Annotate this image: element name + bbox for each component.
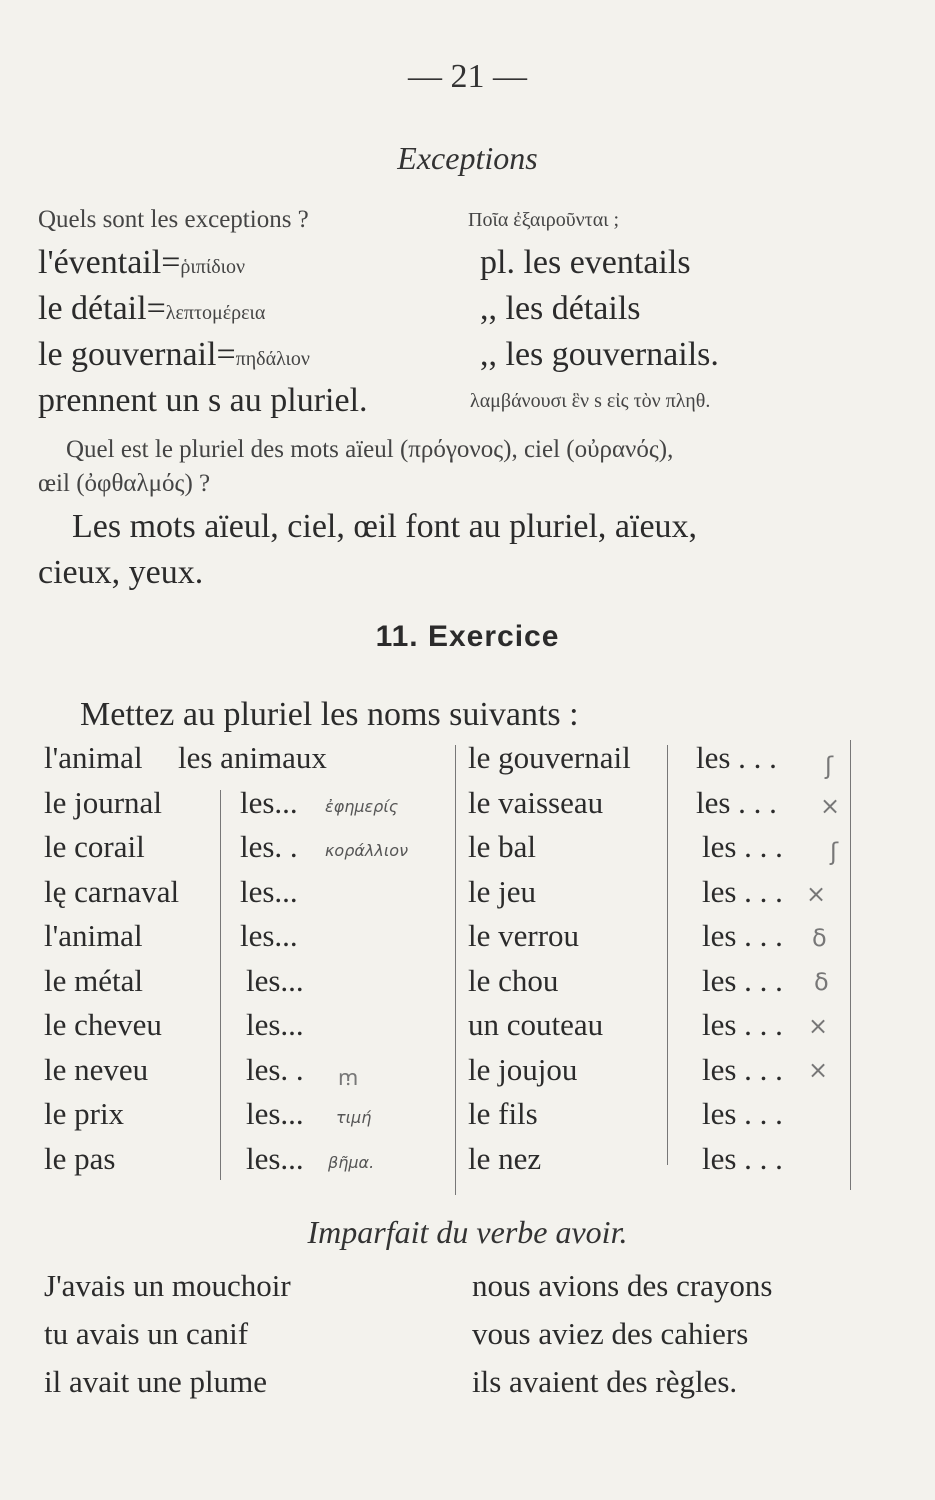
exercise-word: le pas xyxy=(44,1140,116,1176)
pencil-line xyxy=(850,740,851,1190)
exercise-plural-blank: les . . . xyxy=(702,1140,783,1176)
exercise-word: le corail xyxy=(44,829,145,864)
pencil-mark-icon: ʃ xyxy=(830,838,839,866)
exercise-word: le joujou xyxy=(468,1051,578,1087)
exercise-word: le jeu xyxy=(468,873,536,909)
exercise-plural-blank: les... xyxy=(240,784,298,820)
exception-word: l'éventail xyxy=(38,244,162,281)
pencil-mark-icon: ʃ xyxy=(825,752,834,780)
exercise-plural-blank: les... xyxy=(246,1096,304,1131)
handwritten-greek-note: βῆμα. xyxy=(328,1152,375,1172)
page-number: — 21 — xyxy=(408,58,527,95)
exercise-instruction: Mettez au pluriel les noms suivants : xyxy=(80,696,579,733)
exercise-plural-blank: les . . . xyxy=(702,829,783,864)
pencil-line xyxy=(667,745,668,1165)
pencil-mark-icon: × xyxy=(808,1012,829,1040)
exercise-word: le chou xyxy=(468,962,559,998)
exercise-plural-blank: les... xyxy=(240,873,298,909)
exercise-word: l'animal xyxy=(44,918,143,953)
exercise-word: le prix xyxy=(44,1096,125,1131)
exception-greek: πηδάλιον xyxy=(235,348,310,370)
answer-line1: Les mots aïeul, ciel, œil font au pluriel, aïeux, xyxy=(72,508,698,545)
exception-row xyxy=(38,290,265,328)
exception-row xyxy=(38,336,310,374)
exception-row xyxy=(38,244,245,282)
exercise-plural-blank: les . . . xyxy=(702,962,783,998)
pencil-mark-icon: δ xyxy=(814,968,829,996)
exercise-word: le gouvernail xyxy=(468,740,631,775)
pencil-mark-icon: δ xyxy=(812,924,827,952)
exercise-word: le cheveu xyxy=(44,1007,162,1042)
conjugation-line: J'avais un mouchoir xyxy=(44,1268,291,1303)
exceptions-question-french: Quels sont les exceptions ? xyxy=(38,206,309,233)
answer-line2: cieux, yeux. xyxy=(38,554,204,591)
pencil-mark-icon: × xyxy=(820,792,841,820)
pencil-line xyxy=(220,790,221,1180)
exception-greek: ῥιπίδιον xyxy=(180,256,246,278)
exercise-plural-blank: les... xyxy=(240,918,298,953)
exception-plural: ,, les gouvernails. xyxy=(480,336,719,373)
exceptions-rule-french: prennent un s au pluriel. xyxy=(38,382,368,419)
conjugation-line: tu avais un canif xyxy=(44,1316,249,1351)
exercise-word: lę carnaval xyxy=(44,873,180,909)
conjugation-line: il avait une plume xyxy=(44,1364,267,1399)
exercise-plural-blank: les... xyxy=(246,962,304,998)
exercise-title: 11. Exercice xyxy=(375,620,560,653)
exceptions-heading: Exceptions xyxy=(397,140,538,176)
exercise-plural-blank: les . . . xyxy=(696,784,777,820)
exception-plural: ,, les détails xyxy=(480,290,641,327)
exercise-plural-blank: les . . . xyxy=(702,873,783,909)
exceptions-rule-greek: λαμβάνουσι ἓν s εἰς τὸν πληθ. xyxy=(470,390,711,412)
exercise-plural-blank: les... xyxy=(246,1007,304,1042)
exceptions-question-greek: Ποῖα ἐξαιροῦνται ; xyxy=(468,209,620,231)
exercise-word: l'animal xyxy=(44,740,143,775)
equals-sign: = xyxy=(146,290,166,327)
pencil-mark-icon: × xyxy=(806,880,827,908)
exercise-word: le bal xyxy=(468,829,536,864)
exercise-plural-blank: les . . . xyxy=(702,1096,783,1131)
exercise-word: le fils xyxy=(468,1096,538,1131)
pencil-mark-icon: × xyxy=(808,1056,829,1084)
exercise-plural-blank: les . . . xyxy=(696,740,777,775)
handwritten-scribble-icon: ꭑ xyxy=(338,1066,359,1091)
exercise-word: le métal xyxy=(44,962,143,998)
exercise-word: le journal xyxy=(44,784,162,820)
exercise-plural-blank: les. . xyxy=(246,1051,304,1087)
exercise-plural-blank: les... xyxy=(246,1140,304,1176)
equals-sign: = xyxy=(216,336,236,373)
pencil-line xyxy=(455,745,456,1195)
exercise-word: un couteau xyxy=(468,1007,604,1042)
exercise-plural-blank: les. . xyxy=(240,829,298,864)
exercise-word: le verrou xyxy=(468,918,580,953)
exception-greek: λεπτομέρεια xyxy=(165,302,266,324)
handwritten-greek-note: ἐφημερίς xyxy=(325,796,399,816)
imparfait-heading: Imparfait du verbe avoir. xyxy=(307,1214,628,1250)
exercise-plural-blank: les . . . xyxy=(702,1051,783,1087)
exercise-word: le vaisseau xyxy=(468,784,604,820)
conjugation-line: nous avions des crayons xyxy=(472,1268,773,1303)
handwritten-greek-note: τιμή xyxy=(336,1108,372,1127)
question-plural-line2: œil (ὀφθαλμός) ? xyxy=(38,470,211,497)
conjugation-line: vous aviez des cahiers xyxy=(472,1316,749,1351)
exception-word: le gouvernail xyxy=(38,336,217,373)
exception-plural: pl. les eventails xyxy=(480,244,691,281)
conjugation-line: ils avaient des règles. xyxy=(472,1364,738,1399)
exercise-plural-blank: les . . . xyxy=(702,918,783,953)
exercise-plural-blank: les animaux xyxy=(178,740,327,775)
exercise-word: le nez xyxy=(468,1140,542,1176)
handwritten-greek-note: κοράλλιον xyxy=(325,841,408,860)
exception-word: le détail xyxy=(38,290,147,327)
equals-sign: = xyxy=(161,244,181,281)
exercise-plural-blank: les . . . xyxy=(702,1007,783,1042)
question-plural-line1: Quel est le pluriel des mots aïeul (πρόγονος), ciel (οὐρανός), xyxy=(66,436,674,463)
exercise-word: le neveu xyxy=(44,1051,149,1087)
